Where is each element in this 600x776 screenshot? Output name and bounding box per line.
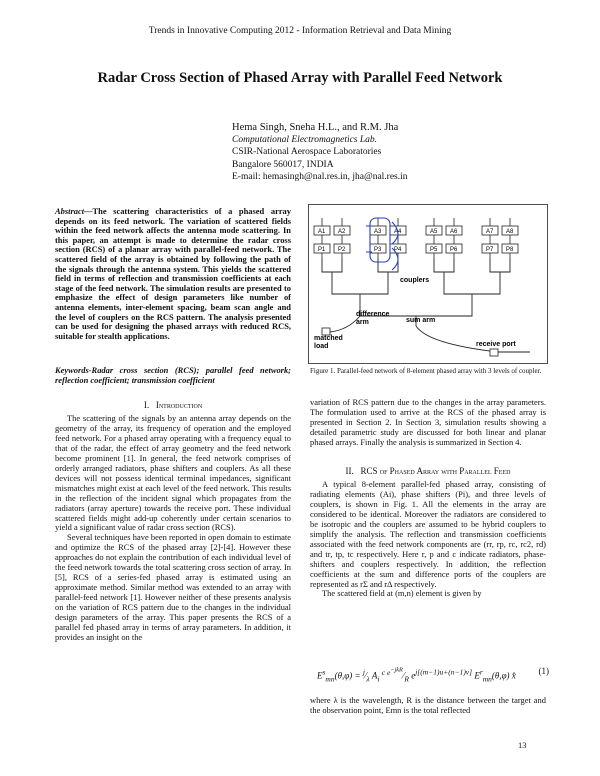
running-header: Trends in Innovative Computing 2012 - Information Retrieval and Data Mining: [148, 26, 452, 36]
radiator-label: A1: [318, 229, 326, 235]
phase-shifter-label: P2: [338, 247, 346, 253]
array-elements: [314, 218, 518, 258]
radiator-label: A3: [374, 229, 382, 235]
abstract: [55, 207, 291, 341]
intro-paragraph-2: Several techniques have been reported in open domain to estimate and optimize the RCS of the phased array [2]-[4]. However these approaches do not explain the contribution of each individual level of the feed network towards the total scattering cross section of array. In [5], RCS of a series-fed phased array is estimated using an approximate method. Similar method was extended to an array with parallel-feed network [1]. However neither of these presents analysis on the variation of RCS pattern due to the changes in the individual design parameters of the array. This paper presents the RCS of a parallel fed phased array in terms of array parameters. In addition, it provides an insight on the: [55, 532, 291, 642]
right-col-continuation: variation of RCS pattern due to the changes in the array parameters. The formulation used to arrive at the RCS of the phased array is presented in Section 2. In Section 3, simulation results showing a detailed parametric study are discussed for both linear and planar phased arrays. Finally the analysis is summarized in Section 4.: [310, 397, 546, 447]
author-email: E-mail: hemasingh@nal.res.in, jha@nal.res.in: [232, 171, 408, 182]
matched-load-box: [322, 328, 330, 335]
phase-shifter-label: P7: [486, 247, 494, 253]
sec2-body: [310, 480, 546, 599]
equation-body: $E^s_{mn}(\theta,\varphi)$ = $^j⁄_\lambda$ $A_i$ $^{c e^{-jkR}}⁄_R$ $e^{j[(m-1)u+(n-1)v]}$ $E^r_{mn}(\theta,\varphi)$ x̂: [317, 666, 516, 684]
section-heading-intro: [55, 400, 291, 410]
sec2-paragraph-1: A typical 8-element parallel-fed phased array, consisting of radiating elements (Ai), phase shifters (Pi), and three levels of couplers, is shown in Fig. 1. All the elements in the array are considered to be identical. Moreover the radiators are considered to be isotropic and the couplers are assumed to be hybrid couplers to simplify the analysis. The reflection and transmission coefficients associated with the feed network components are (rr, rp, rc, rc2, rd) and tr, tp, tc respectively. Here r, p and c indicate radiators, phase-shifters and couplers respectively. In addition, the reflection coefficients at the sum and difference ports of the couplers are represented as rΣ and rΔ respectively.: [310, 479, 546, 589]
sec2-number: II.: [345, 466, 354, 476]
keywords: Keywords-Radar cross section (RCS); parallel feed network; reflection coefficient; transmission coefficient: [55, 365, 291, 385]
label-receive-port: receive port: [476, 341, 516, 348]
radiator-label: A2: [338, 229, 346, 235]
figure-1-caption: Figure 1. Parallel-feed network of 8-element phased array with 3 levels of coupler.: [310, 367, 542, 375]
after-equation-text: where λ is the wavelength, R is the distance between the target and the observation point, Emn is the total reflected: [310, 695, 546, 715]
section-heading-2: [310, 466, 546, 476]
intro-body: [55, 414, 291, 643]
phase-shifter-label: P3: [374, 247, 382, 253]
radiator-label: A5: [430, 229, 438, 235]
phase-shifter-label: P8: [506, 247, 514, 253]
paper-title: Radar Cross Section of Phased Array with Parallel Feed Network: [97, 70, 503, 86]
equation-1: [313, 660, 549, 688]
coupler-lines: [322, 258, 530, 352]
phase-shifter-label: P6: [450, 247, 458, 253]
figure-1-diagram: [308, 204, 548, 364]
phase-shifter-label: P5: [430, 247, 438, 253]
radiator-label: A7: [486, 229, 494, 235]
author-city: Bangalore 560017, INDIA: [232, 159, 334, 170]
sec2-heading: RCS of Phased Array with Parallel Feed: [360, 466, 511, 476]
label-sum-arm: sum arm: [406, 317, 436, 324]
author-org: CSIR-National Aerospace Laboratories: [232, 147, 382, 158]
abstract-text: The scattering characteristics of a phased array depends on its feed network. The variation of scattered fields within the feed network affects the antenna mode scattering. In this paper, an attempt is made to determine the radar cross section (RCS) of a planar array with parallel-feed network. The scattered field of the array is obtained by following the path of the signals through the antenna system. This yields the scattered field in terms of reflection and transmission coefficients at each stage of the feed network. The simulation results are presented to emphasize the effect of design parameters like number of antenna elements, inter-element spacing, beam scan angle and the level of couplers on the RCS pattern. The analysis presented can be used for designing the phased arrays with reduced RCS, suitable for stealth applications.: [55, 206, 291, 341]
intro-number: I.: [143, 400, 150, 410]
intro-paragraph-1: The scattering of the signals by an antenna array depends on the geometry of the array, its frequency of operation and the employed feed network. For a phased array operating with a frequency equal to that of the radar, the effect of array geometry and the feed network become prominent [1]. In general, the feed network comprises of orderly arranged radiators, phase shifters and couplers. As all these devices will not possess identical terminal impedances, significant mismatches might exist at each level of the feed network. This results in the reflection of the incident signal which propagates from the radiators (array aperture) towards the receive port. These individual scattered fields might add-up coherently under certain scenarios to yield a significant value of radar cross section (RCS).: [55, 413, 291, 533]
label-difference-arm: difference arm: [356, 311, 390, 326]
label-matched-load: matched load: [314, 335, 343, 350]
abstract-label: Abstract—: [55, 206, 93, 216]
author-block: [232, 122, 408, 183]
phase-shifter-label: P1: [318, 247, 326, 253]
radiator-label: A6: [450, 229, 458, 235]
author-names: Hema Singh, Sneha H.L., and R.M. Jha: [232, 122, 399, 133]
intro-heading: Introduction: [155, 400, 203, 410]
radiator-label: A8: [506, 229, 514, 235]
receive-port-box: [490, 349, 498, 356]
phase-shifter-label: P4: [394, 247, 402, 253]
radiator-label: A4: [394, 229, 402, 235]
sec2-paragraph-2: The scattered field at (m,n) element is given by: [322, 588, 482, 599]
page-number: 13: [518, 740, 527, 750]
equation-number: (1): [538, 666, 549, 676]
label-couplers: couplers: [400, 277, 430, 284]
author-lab: Computational Electromagnetics Lab.: [232, 135, 378, 146]
